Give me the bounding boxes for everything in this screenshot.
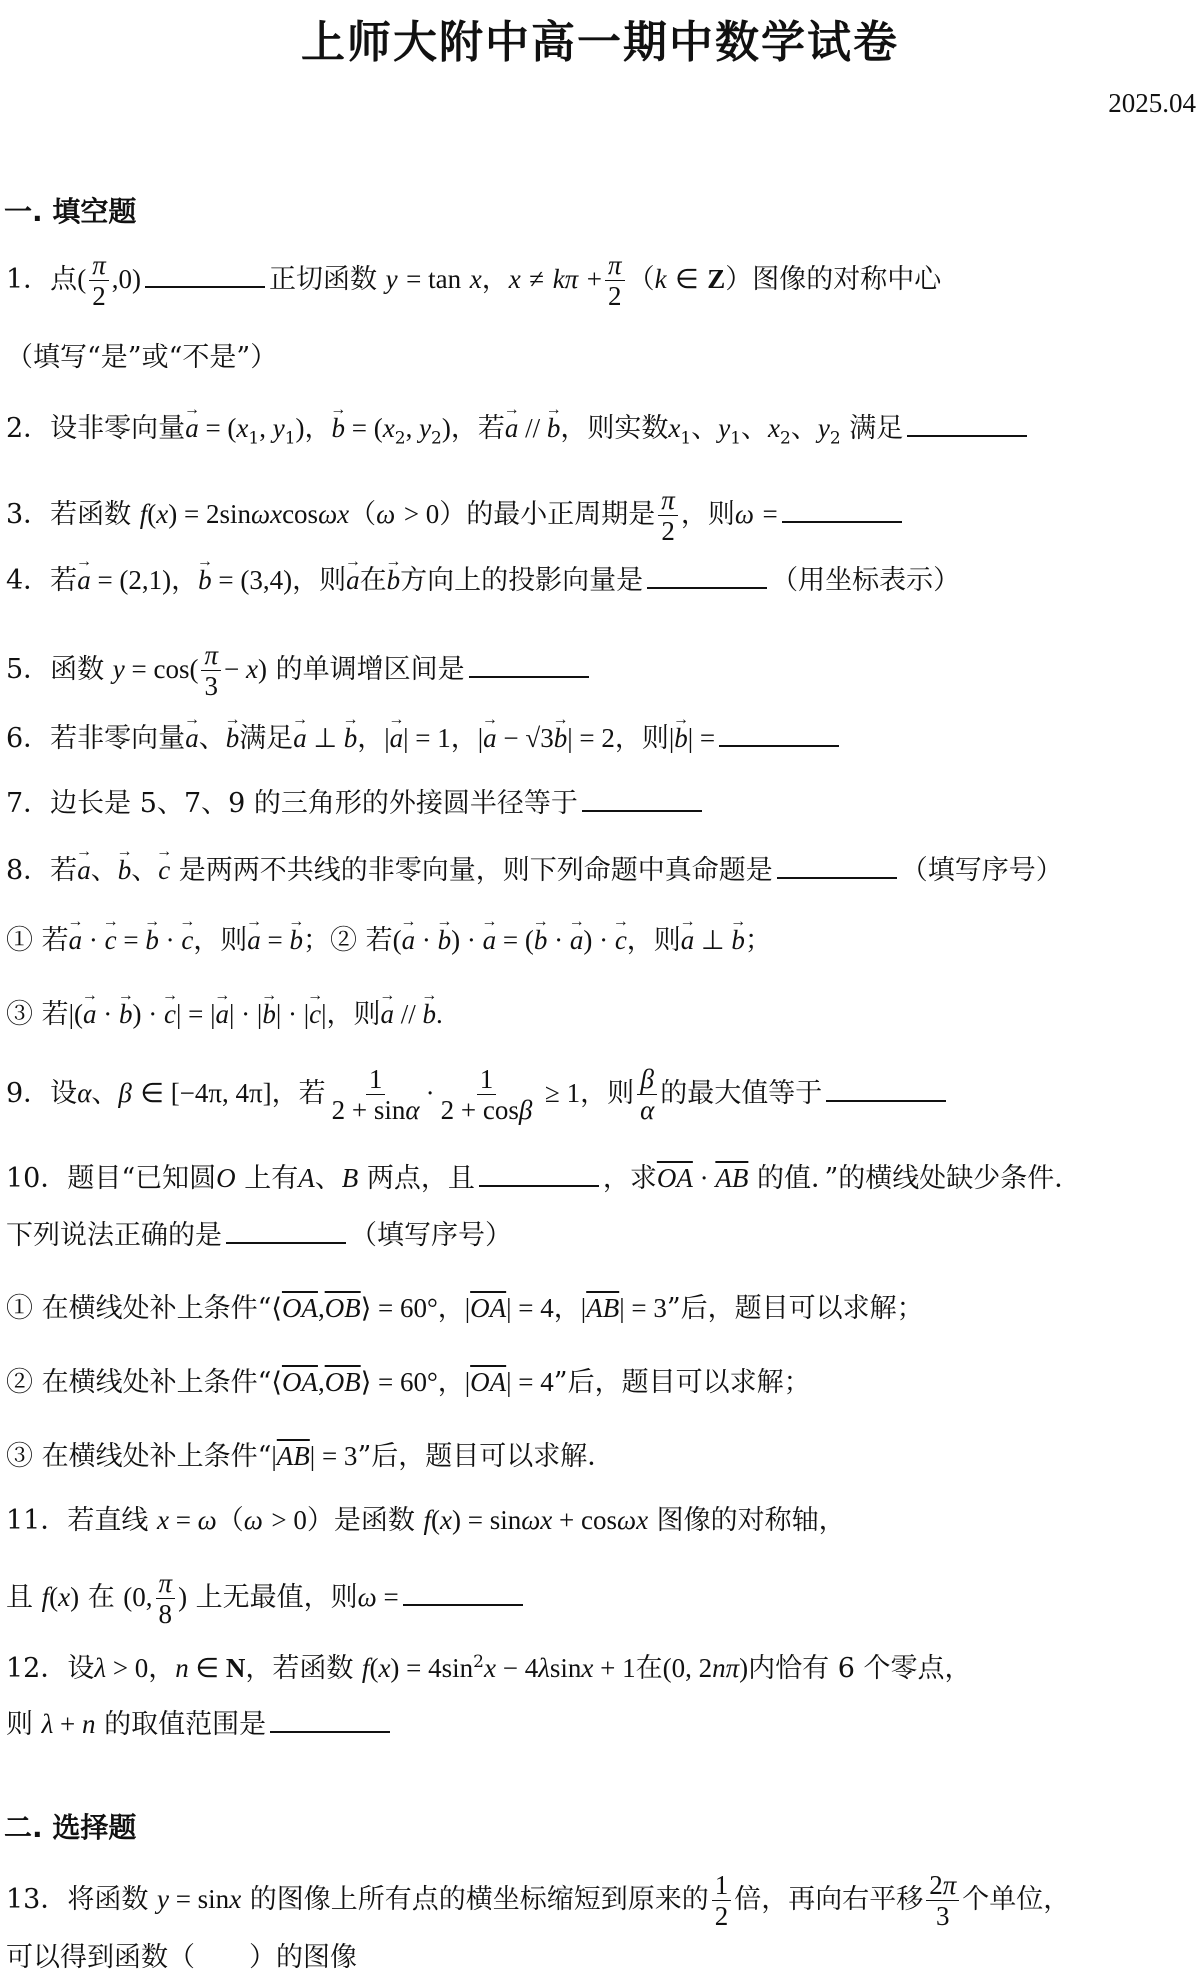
question-10: 10．题目“已知圆O 上有A、B 两点，且 ，求OA · AB 的值．”的横线处缺少条件． xyxy=(6,1158,1194,1199)
answer-blank[interactable] xyxy=(777,851,897,879)
exam-date: 2025.04 xyxy=(1108,88,1196,118)
question-6: 6．若非零向量→ a、→ b满足→ a ⊥ → b，|→ a| = 1，|→ a − √3→ b| = 2，则|→ b| = xyxy=(6,718,1194,759)
question-13: 13．将函数 y = sinx 的图像上所有点的横坐标缩短到原来的 $\frac{1}{2}$ 倍，再向右平移 $\frac{2\pi}{3}$ 个单位， xyxy=(6,1870,1071,1931)
question-9: 9．设α、β ∈ [−4π, 4π]，若 $\frac{1}{2 + \sin\alpha}$ · $\frac{1}{2 + \cos\beta}$ ≥ 1，则 $\frac{\beta}{\alpha}$ 的最大值等于 xyxy=(6,1064,1194,1125)
question-8: 8．若→ a、→ b、→ c 是两两不共线的非零向量，则下列命题中真命题是 （填写序号） xyxy=(6,850,1194,891)
question-1: 1．点( $\frac{\pi}{2}$ ,0) 正切函数 y = tan x，x ≠ kπ + $\frac{\pi}{2}$ （k ∈ Z）图像的对称中心 xyxy=(6,250,942,311)
question-8-option-3: ③ 若|(→ a · → b) · → c| = |→ a| · |→ b| · |→ c|，则→ a // → b. xyxy=(6,994,1194,1035)
question-12: 12．设λ > 0，n ∈ N，若函数 $f(x) = 4\sin^2x - 4\lambda\sin x + 1$在(0, 2nπ)内恰有 6 个零点， xyxy=(6,1652,972,1684)
question-10-option-1: ① 在横线处补上条件“⟨OA,OB⟩ = 60°，|OA| = 4，|AB| = 3”后，题目可以求解； xyxy=(6,1293,924,1324)
question-10-option-2: ② 在横线处补上条件“⟨OA,OB⟩ = 60°，|OA| = 4”后，题目可以求解； xyxy=(6,1367,811,1398)
answer-blank[interactable] xyxy=(226,1216,346,1244)
question-2: 2．设非零向量→ $a = (x_1$, $y_1$)，→ $b = (x_2$, $y_2$)，若→ a // → b，则实数$x_1$、$y_1$、$x_2$、$y_2$ 满足 xyxy=(6,408,1194,458)
answer-blank[interactable] xyxy=(826,1074,946,1102)
answer-blank[interactable] xyxy=(647,561,767,589)
question-4: 4．若→ a = (2,1)，→ b = (3,4)，则→ a在→ b方向上的投影向量是 （用坐标表示） xyxy=(6,560,1194,601)
answer-blank[interactable] xyxy=(270,1705,390,1733)
question-10-prompt: 下列说法正确的是 （填写序号） xyxy=(6,1216,1194,1256)
question-1-note: （填写“是”或“不是”） xyxy=(6,342,278,373)
question-8-option-1-2: ① 若→ a · → c = → b · → c，则→ a = → b；② 若(→ a · → b) · → a = (→ b · → a) · → c，则→ a ⊥ → b； xyxy=(6,920,1194,961)
answer-blank[interactable] xyxy=(782,495,902,523)
answer-blank[interactable] xyxy=(469,650,589,678)
question-11-cont: 且 f(x) 在 (0, $\frac{\pi}{8}$ ) 上无最值，则ω = xyxy=(6,1568,1194,1629)
section-fill-blank: 一. 填空题 xyxy=(4,195,137,228)
question-12-cont: 则 λ + n 的取值范围是 xyxy=(6,1704,1194,1745)
answer-blank[interactable] xyxy=(479,1159,599,1187)
section-multiple-choice: 二. 选择题 xyxy=(4,1811,137,1844)
answer-blank[interactable] xyxy=(719,719,839,747)
answer-blank[interactable] xyxy=(403,1578,523,1606)
question-11: 11．若直线 x = ω（ω > 0）是函数 f(x) = sinωx + cosωx 图像的对称轴， xyxy=(6,1505,846,1536)
question-13-cont: 可以得到函数（ ）的图像 xyxy=(6,1942,357,1973)
answer-blank[interactable] xyxy=(145,260,265,288)
question-3: 3．若函数 f(x) = 2sinωxcosωx（ω > 0）的最小正周期是 $\frac{\pi}{2}$ ，则ω = xyxy=(6,485,1194,546)
page-title: 上师大附中高一期中数学试卷 xyxy=(301,17,899,68)
answer-blank[interactable] xyxy=(582,784,702,812)
question-7: 7．边长是 5、7、9 的三角形的外接圆半径等于 xyxy=(6,784,1194,824)
question-10-option-3: ③ 在横线处补上条件“|AB| = 3”后，题目可以求解． xyxy=(6,1441,615,1472)
question-5: 5．函数 y = cos( $\frac{\pi}{3}$ − x) 的单调增区间是 xyxy=(6,640,1194,701)
answer-blank[interactable] xyxy=(907,409,1027,437)
